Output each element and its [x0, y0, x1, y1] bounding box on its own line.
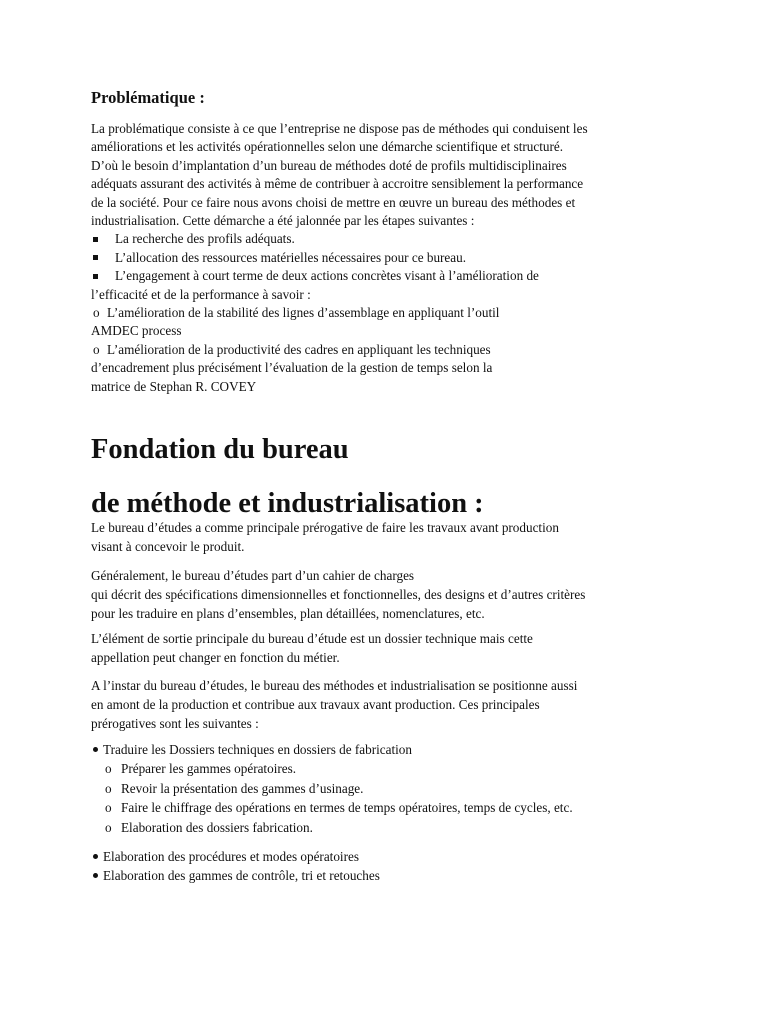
circle-bullet-icon: o	[105, 819, 112, 835]
paragraph-line: d’encadrement plus précisément l’évaluation de la gestion de temps selon la	[91, 360, 493, 376]
sub-item	[91, 759, 691, 779]
paragraph-line: A l’instar du bureau d’études, le bureau des méthodes et industrialisation se positionne aussi	[91, 678, 578, 693]
paragraph-line: qui décrit des spécifications dimensionnelles et fonctionnelles, des designs et d’autres critères	[91, 587, 586, 602]
list-item-text: La recherche des profils adéquats.	[115, 231, 295, 247]
paragraph-line: en amont de la production et contribue aux travaux avant production. Ces principales	[91, 697, 540, 712]
paragraph-line: adéquats assurant des activités à même de contribuer à accroitre sensiblement la performance	[91, 176, 584, 192]
list-item	[91, 847, 691, 866]
section-heading: Problématique :	[91, 88, 205, 107]
paragraph-line: pour les traduire en plans d’ensembles, plan détaillées, nomenclatures, etc.	[91, 606, 485, 621]
square-bullet-icon	[93, 255, 98, 260]
bullet-dot-icon	[93, 854, 98, 859]
paragraph-line: améliorations et les activités opérationnelles selon une démarche scientifique et structuré.	[91, 139, 564, 155]
paragraph-line: industrialisation. Cette démarche a été jalonnée par les étapes suivantes :	[91, 213, 475, 229]
circle-bullet-icon: o	[93, 341, 100, 357]
sub-item-text: Revoir la présentation des gammes d’usinage.	[121, 780, 364, 796]
list-item-text: L’allocation des ressources matérielles nécessaires pour ce bureau.	[115, 249, 467, 265]
sub-item	[91, 779, 691, 799]
list-item	[91, 230, 691, 248]
prerogatives-list-end	[91, 847, 691, 885]
paragraph-line: visant à concevoir le produit.	[91, 539, 245, 554]
paragraph-line: appellation peut changer en fonction du métier.	[91, 650, 340, 665]
list-item	[91, 740, 691, 759]
list-item	[91, 249, 691, 267]
sub-item	[91, 341, 691, 359]
paragraph-line: l’efficacité et de la performance à savoir :	[91, 286, 311, 302]
list-item	[91, 866, 691, 885]
paragraph-line: prérogatives sont les suivantes :	[91, 716, 259, 731]
list-item-text: Elaboration des gammes de contrôle, tri et retouches	[103, 868, 380, 883]
bullet-dot-icon	[93, 747, 98, 752]
list-item	[91, 267, 691, 285]
problematique-heading	[91, 88, 691, 108]
paragraph-line: D’où le besoin d’implantation d’un bureau de méthodes doté de profils multidisciplinaires	[91, 157, 567, 173]
sub-item-text: L’amélioration de la stabilité des lignes d’assemblage en appliquant l’outil	[107, 305, 500, 321]
list-item-text: Traduire les Dossiers techniques en dossiers de fabrication	[103, 742, 412, 757]
fondation-heading	[91, 431, 691, 522]
square-bullet-icon	[93, 274, 98, 279]
sub-item	[91, 304, 691, 322]
sub-item-text: Faire le chiffrage des opérations en termes de temps opératoires, temps de cycles, etc.	[121, 800, 573, 815]
heading-line: Fondation du bureau	[91, 434, 349, 465]
circle-bullet-icon: o	[93, 305, 100, 321]
paragraph-line: Le bureau d’études a comme principale prérogative de faire les travaux avant production	[91, 520, 559, 535]
circle-bullet-icon: o	[105, 780, 112, 796]
paragraph-1	[91, 518, 691, 556]
list-item-text: L’engagement à court terme de deux actions concrètes visant à l’amélioration de	[115, 268, 539, 284]
paragraph-line: AMDEC process	[91, 323, 182, 339]
paragraph-line: La problématique consiste à ce que l’entreprise ne dispose pas de méthodes qui conduisent les	[91, 121, 588, 136]
sub-item	[91, 818, 691, 838]
paragraph-line: L’élément de sortie principale du bureau d’étude est un dossier technique mais cette	[91, 631, 533, 646]
circle-bullet-icon: o	[105, 800, 112, 815]
sub-item-text: Préparer les gammes opératoires.	[121, 761, 297, 776]
problematique-paragraph	[91, 120, 691, 396]
sub-item	[91, 798, 691, 818]
bullet-dot-icon	[93, 873, 98, 878]
paragraph-2	[91, 566, 691, 623]
paragraph-line: matrice de Stephan R. COVEY	[91, 378, 257, 394]
sub-item-text: Elaboration des dossiers fabrication.	[121, 819, 313, 835]
paragraph-line: de la société. Pour ce faire nous avons choisi de mettre en œuvre un bureau des méthodes et	[91, 194, 576, 210]
paragraph-3	[91, 629, 691, 667]
paragraph-line: Généralement, le bureau d’études part d’un cahier de charges	[91, 568, 415, 583]
sub-item-text: L’amélioration de la productivité des cadres en appliquant les techniques	[107, 341, 491, 357]
list-item-text: Elaboration des procédures et modes opératoires	[103, 849, 359, 864]
square-bullet-icon	[93, 237, 98, 242]
paragraph-4	[91, 676, 691, 733]
prerogatives-list	[91, 740, 691, 837]
circle-bullet-icon: o	[105, 761, 112, 776]
heading-line: de méthode et industrialisation :	[91, 488, 484, 519]
